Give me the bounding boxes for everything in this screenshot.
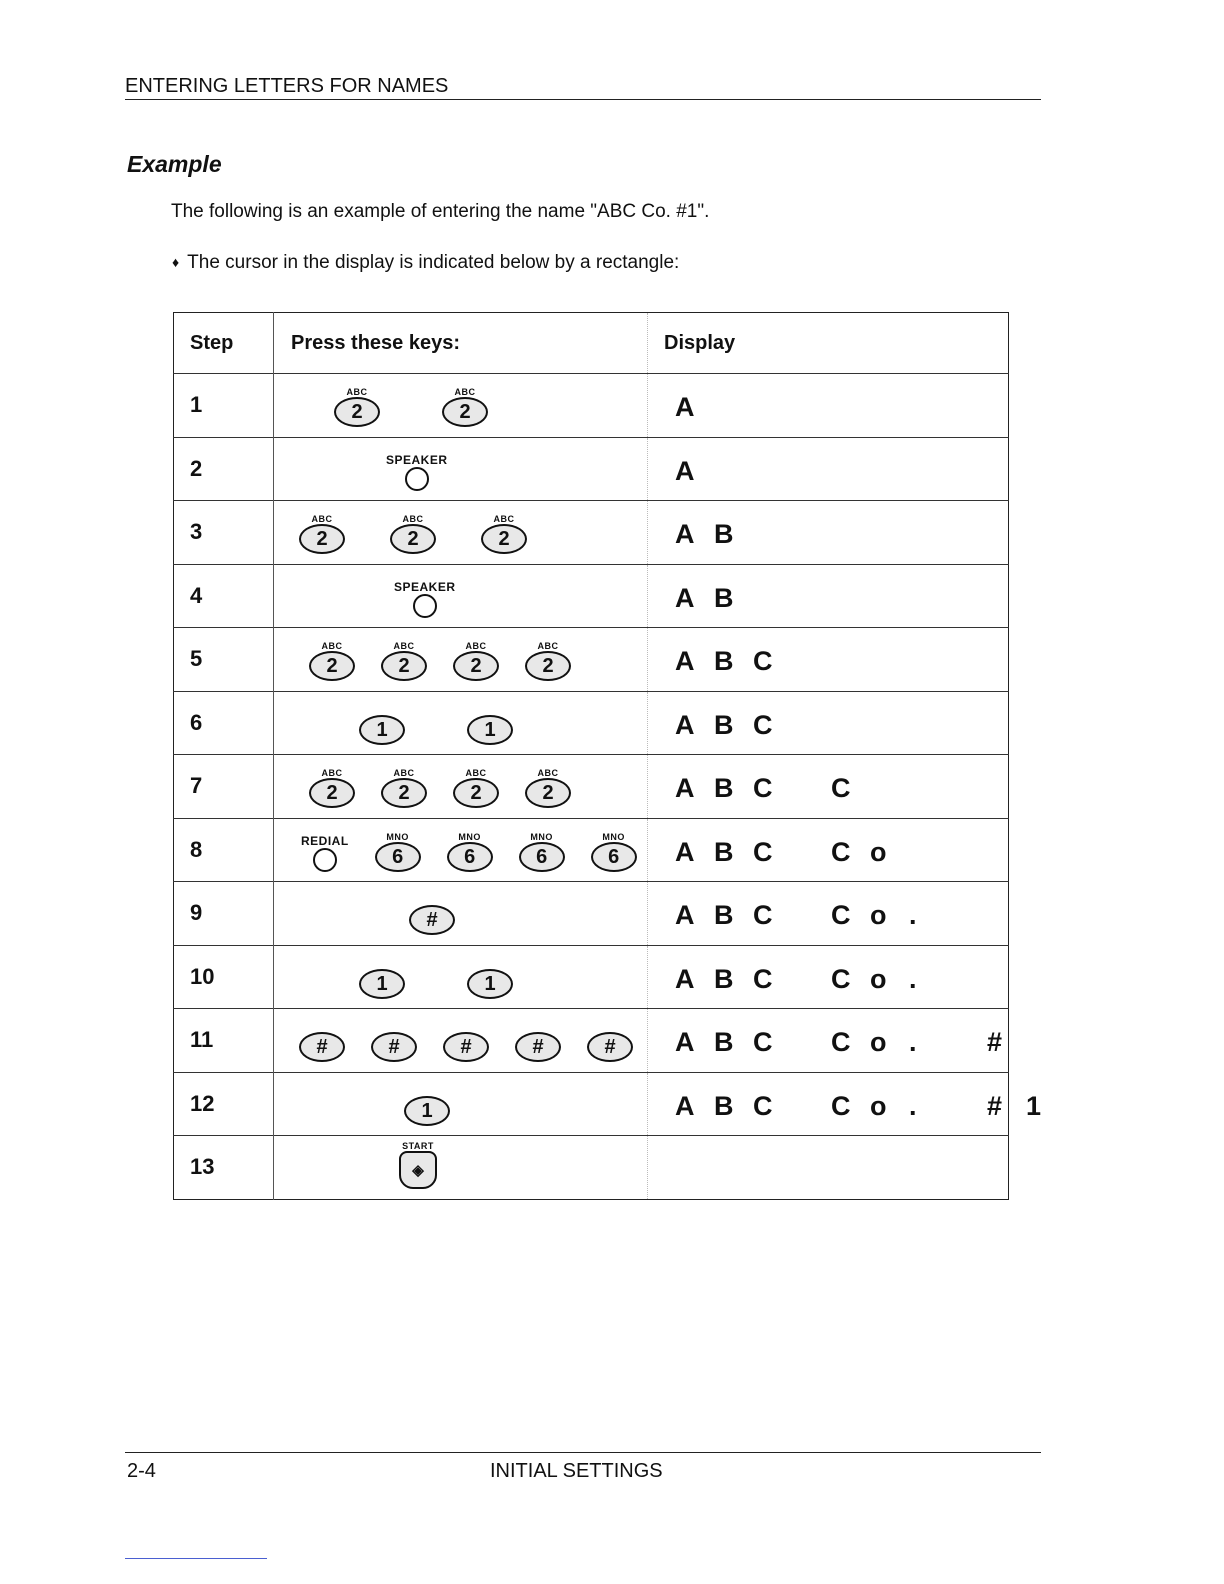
display-char: B <box>714 1027 734 1057</box>
display-char: B <box>714 582 734 613</box>
key-label: SPEAKER <box>386 452 448 467</box>
display-char: o <box>870 1090 887 1121</box>
key-cap: ◈ <box>399 1151 437 1189</box>
key-cap: 1 <box>359 969 405 999</box>
key-abc-icon <box>390 514 436 554</box>
display-char: A <box>675 836 695 867</box>
step-number: 10 <box>174 945 274 1009</box>
key-abc-icon <box>453 768 499 808</box>
display-cell <box>648 755 1009 819</box>
key-cap: 2 <box>309 651 355 681</box>
table-row <box>174 374 1009 438</box>
display-cell <box>648 1009 1009 1073</box>
key-cap: 2 <box>453 651 499 681</box>
display-text <box>675 710 792 741</box>
display-char: B <box>714 836 734 867</box>
key-cap <box>313 848 337 872</box>
table-row <box>174 691 1009 755</box>
key-speaker-icon <box>386 453 448 491</box>
steps-table <box>173 312 1042 1200</box>
key-digit-icon <box>404 1086 450 1126</box>
display-text <box>675 900 948 931</box>
key-cap: 2 <box>525 778 571 808</box>
key-cap: # <box>443 1032 489 1062</box>
col-header-keys: Press these keys: <box>274 313 648 374</box>
display-char: C <box>753 836 773 867</box>
step-number: 1 <box>174 374 274 438</box>
col-header-step: Step <box>174 313 274 374</box>
key-label: SPEAKER <box>394 579 456 594</box>
key-label: ABC <box>465 641 487 652</box>
key-cap: 6 <box>591 842 637 872</box>
key-mno-icon <box>375 832 421 872</box>
display-text <box>675 456 714 487</box>
key-abc-icon <box>525 641 571 681</box>
display-text <box>675 964 948 995</box>
key-cap: 2 <box>390 524 436 554</box>
key-cap: 2 <box>525 651 571 681</box>
step-number: 5 <box>174 628 274 692</box>
table-row <box>174 1009 1009 1073</box>
key-speaker-icon <box>394 580 456 618</box>
key-label: MNO <box>458 831 481 842</box>
key-cap: 1 <box>359 715 405 745</box>
display-char: . <box>909 900 917 930</box>
key-abc-icon <box>381 768 427 808</box>
key-mno-icon <box>447 832 493 872</box>
key-redial-icon <box>301 834 349 872</box>
key-cap <box>405 467 429 491</box>
keys-cell <box>274 818 648 882</box>
key-label: ABC <box>321 768 343 779</box>
display-cell <box>648 564 1009 628</box>
display-cell <box>648 374 1009 438</box>
display-char: B <box>714 773 734 803</box>
display-char: A <box>675 519 695 549</box>
table-row <box>174 1136 1009 1200</box>
display-char: C <box>753 709 773 740</box>
key-label: ABC <box>465 768 487 779</box>
display-text <box>675 519 753 550</box>
key-digit-icon <box>409 895 455 935</box>
keys-cell <box>274 564 648 628</box>
key-label: ABC <box>393 641 415 652</box>
display-char: C <box>753 773 773 803</box>
table-header-row <box>174 313 1009 374</box>
display-cell <box>648 628 1009 692</box>
key-cap <box>413 594 437 618</box>
step-number: 6 <box>174 691 274 755</box>
display-char: B <box>714 963 734 994</box>
display-cell <box>648 1072 1042 1136</box>
display-char: C <box>753 646 773 676</box>
step-number: 4 <box>174 564 274 628</box>
key-digit-icon <box>359 705 405 745</box>
display-char: A <box>675 455 695 486</box>
key-abc-icon <box>309 641 355 681</box>
key-cap: 2 <box>442 397 488 427</box>
step-number: 2 <box>174 437 274 501</box>
display-char: A <box>675 963 695 994</box>
display-char: C <box>831 773 851 803</box>
key-mno-icon <box>591 832 637 872</box>
display-text <box>675 646 792 677</box>
display-char: A <box>675 1027 695 1057</box>
display-char: C <box>831 1027 851 1057</box>
display-text <box>675 773 870 804</box>
display-char: . <box>909 963 917 994</box>
keys-cell <box>274 437 648 501</box>
key-cap: # <box>299 1032 345 1062</box>
display-char: B <box>714 900 734 930</box>
keys-cell <box>274 1136 648 1200</box>
display-char: . <box>909 1027 917 1057</box>
section-title: ENTERING LETTERS FOR NAMES <box>125 74 1041 100</box>
display-char: B <box>714 1090 734 1121</box>
key-cap: 2 <box>309 778 355 808</box>
step-number: 11 <box>174 1009 274 1073</box>
key-abc-icon <box>481 514 527 554</box>
key-cap: 6 <box>375 842 421 872</box>
table-row <box>174 755 1009 819</box>
display-char: A <box>675 1090 695 1121</box>
display-cell <box>648 818 1009 882</box>
display-char: A <box>675 582 695 613</box>
display-char: A <box>675 709 695 740</box>
display-char: # <box>987 1027 1003 1057</box>
key-digit-icon <box>371 1022 417 1062</box>
intro-text: The following is an example of entering the name "ABC Co. #1". <box>171 201 710 222</box>
display-char: o <box>870 1027 887 1057</box>
table-row <box>174 882 1009 946</box>
display-char: . <box>909 1090 917 1121</box>
keys-cell <box>274 1009 648 1073</box>
display-cell <box>648 1136 1009 1200</box>
key-abc-icon <box>334 387 380 427</box>
step-number: 8 <box>174 818 274 882</box>
key-digit-icon <box>299 1022 345 1062</box>
display-char: C <box>753 1090 773 1121</box>
keys-cell <box>274 755 648 819</box>
display-char: o <box>870 963 887 994</box>
key-label: ABC <box>321 641 343 652</box>
key-label: ABC <box>311 514 333 525</box>
key-abc-icon <box>381 641 427 681</box>
col-header-display: Display <box>664 331 736 354</box>
key-abc-icon <box>525 768 571 808</box>
display-char: C <box>831 836 851 867</box>
key-label: MNO <box>530 831 553 842</box>
table-row <box>174 818 1009 882</box>
step-number: 3 <box>174 501 274 565</box>
key-cap: # <box>409 905 455 935</box>
display-cell <box>648 437 1009 501</box>
key-digit-icon <box>587 1022 633 1062</box>
key-label: REDIAL <box>301 833 349 848</box>
display-cell <box>648 882 1009 946</box>
display-char: A <box>675 773 695 803</box>
table-row <box>174 501 1009 565</box>
key-start-icon <box>399 1141 437 1189</box>
step-number: 7 <box>174 755 274 819</box>
page-number: 2-4 <box>127 1460 156 1482</box>
key-cap: 1 <box>467 715 513 745</box>
keys-cell <box>274 945 648 1009</box>
display-text <box>675 583 753 614</box>
display-char: 1 <box>1026 1090 1042 1121</box>
key-digit-icon <box>467 959 513 999</box>
key-mno-icon <box>519 832 565 872</box>
key-cap: 1 <box>404 1096 450 1126</box>
key-abc-icon <box>309 768 355 808</box>
key-cap: # <box>515 1032 561 1062</box>
key-cap: # <box>371 1032 417 1062</box>
display-cell <box>648 945 1009 1009</box>
display-char: C <box>753 900 773 930</box>
key-digit-icon <box>443 1022 489 1062</box>
display-char: B <box>714 646 734 676</box>
key-cap: 6 <box>519 842 565 872</box>
keys-cell <box>274 501 648 565</box>
display-cell <box>648 691 1009 755</box>
key-label: ABC <box>537 768 559 779</box>
key-digit-icon <box>467 705 513 745</box>
display-char: B <box>714 709 734 740</box>
key-label: ABC <box>393 768 415 779</box>
display-char: C <box>831 1090 851 1121</box>
display-text <box>675 837 909 868</box>
bullet-line <box>172 252 679 274</box>
key-cap: 2 <box>381 778 427 808</box>
display-text <box>675 392 714 423</box>
key-cap: 2 <box>481 524 527 554</box>
display-cell <box>648 501 1009 565</box>
display-char: o <box>870 900 887 930</box>
display-char: B <box>714 519 734 549</box>
footer-title: INITIAL SETTINGS <box>490 1460 663 1482</box>
key-digit-icon <box>359 959 405 999</box>
table-row <box>174 437 1009 501</box>
display-char: A <box>675 900 695 930</box>
step-number: 13 <box>174 1136 274 1200</box>
key-cap: 2 <box>299 524 345 554</box>
step-number: 12 <box>174 1072 274 1136</box>
key-digit-icon <box>515 1022 561 1062</box>
key-label: START <box>402 1141 434 1152</box>
footer-rule <box>125 1452 1041 1453</box>
key-label: ABC <box>346 387 368 398</box>
display-char: C <box>831 900 851 930</box>
display-char: A <box>675 392 695 422</box>
key-label: MNO <box>386 831 409 842</box>
key-cap: 6 <box>447 842 493 872</box>
keys-cell <box>274 1072 648 1136</box>
key-label: ABC <box>454 387 476 398</box>
display-char: C <box>753 963 773 994</box>
key-label: ABC <box>493 514 515 525</box>
key-label: ABC <box>402 514 424 525</box>
table-row <box>174 564 1009 628</box>
key-cap: 2 <box>453 778 499 808</box>
key-cap: 2 <box>381 651 427 681</box>
keys-cell <box>274 691 648 755</box>
diamond-bullet-icon: ♦ <box>172 254 180 270</box>
display-char: C <box>753 1027 773 1057</box>
table-row <box>174 945 1009 1009</box>
display-char: C <box>831 963 851 994</box>
display-text <box>675 1027 1026 1058</box>
bullet-text: The cursor in the display is indicated below by a rectangle: <box>187 252 680 273</box>
key-cap: 2 <box>334 397 380 427</box>
table-row <box>174 628 1009 692</box>
key-label: MNO <box>602 831 625 842</box>
key-abc-icon <box>453 641 499 681</box>
example-heading: Example <box>127 151 222 177</box>
table-row <box>174 1072 1009 1136</box>
display-char: A <box>675 646 695 676</box>
key-cap: 1 <box>467 969 513 999</box>
display-char: o <box>870 836 887 867</box>
display-text <box>675 1091 1065 1122</box>
link-underline <box>125 1558 267 1559</box>
step-number: 9 <box>174 882 274 946</box>
keys-cell <box>274 882 648 946</box>
keys-cell <box>274 374 648 438</box>
key-abc-icon <box>442 387 488 427</box>
key-cap: # <box>587 1032 633 1062</box>
keys-cell <box>274 628 648 692</box>
key-label: ABC <box>537 641 559 652</box>
display-char: # <box>987 1090 1003 1121</box>
key-abc-icon <box>299 514 345 554</box>
